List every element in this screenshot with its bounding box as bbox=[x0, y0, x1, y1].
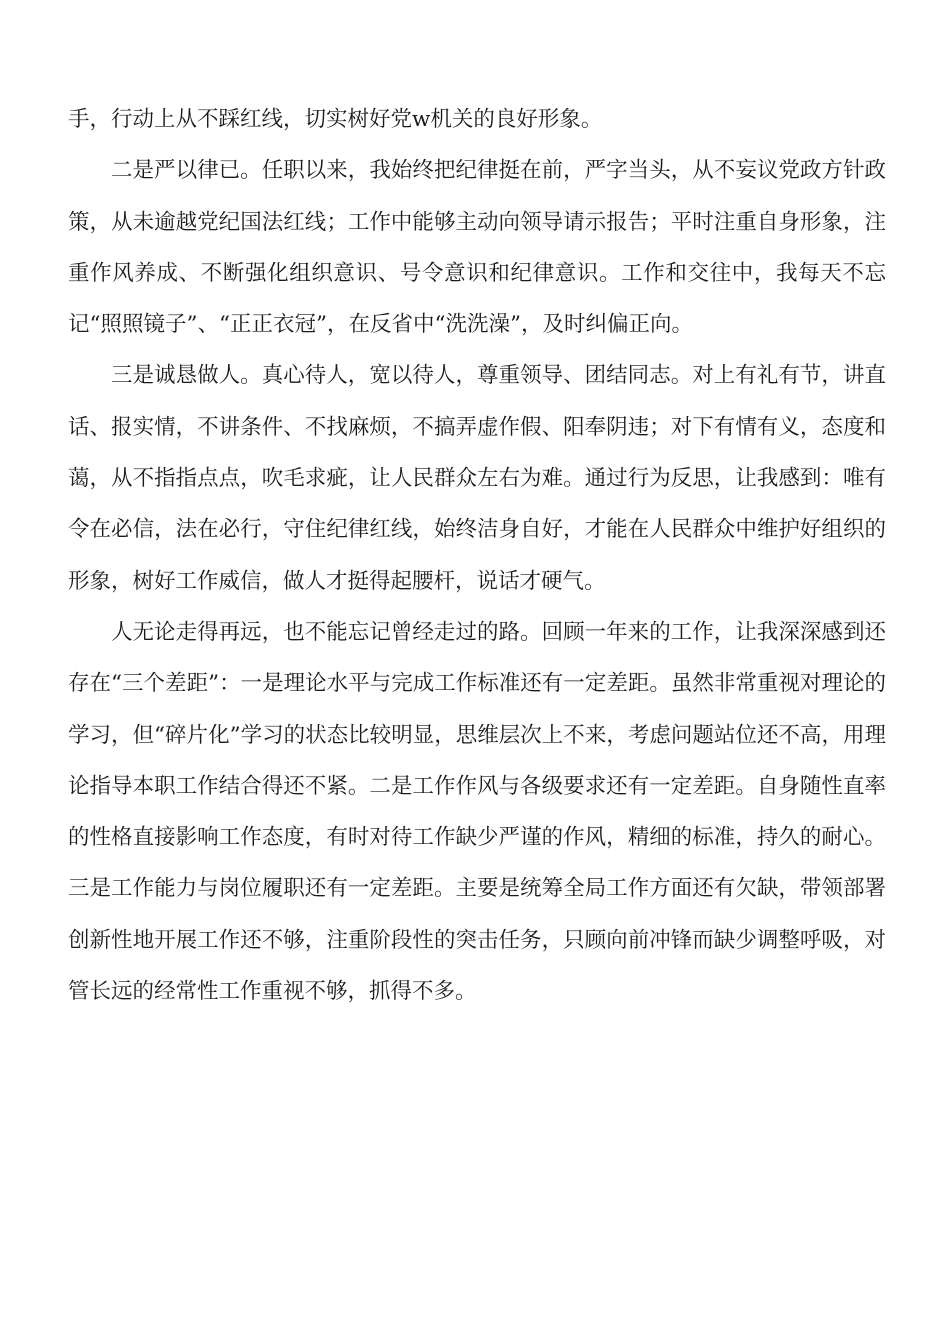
paragraph-continuation: 手，行动上从不踩红线，切实树好党w机关的良好形象。 bbox=[68, 107, 603, 132]
document-body bbox=[68, 94, 886, 1017]
paragraph-three-gaps: 人无论走得再远，也不能忘记曾经走过的路。回顾一年来的工作，让我深深感到还存在“三个差距”：一是理论水平与完成工作标准还有一定差距。虽然非常重视对理论的学习，但“碎片化”学习的状态比较明显，思维层次上不来，考虑问题站位还不高，用理论指导本职工作结合得还不紧。二是工作作风与各级要求还有一定差距。自身随性直率的性格直接影响工作态度，有时对待工作缺少严谨的作风，精细的标准，持久的耐心。三是工作能力与岗位履职还有一定差距。主要是统筹全局工作方面还有欠缺，带领部署创新性地开展工作还不够，注重阶段性的突击任务，只顾向前冲锋而缺少调整呼吸，对管长远的经常性工作重视不够，抓得不多。 bbox=[68, 619, 886, 1005]
paragraph-strict-discipline: 二是严以律已。任职以来，我始终把纪律挺在前，严字当头，从不妄议党政方针政策，从未逾越党纪国法红线；工作中能够主动向领导请示报告；平时注重自身形象，注重作风养成、不断强化组织意识、号令意识和纪律意识。工作和交往中，我每天不忘记“照照镜子”、“正正衣冠”，在反省中“洗洗澡”，及时纠偏正向。 bbox=[68, 158, 886, 338]
paragraph-sincere-conduct: 三是诚恳做人。真心待人，宽以待人，尊重领导、团结同志。对上有礼有节，讲直话、报实情，不讲条件、不找麻烦，不搞弄虚作假、阳奉阴违；对下有情有义，态度和蔼，从不指指点点，吹毛求疵，让人民群众左右为难。通过行为反思，让我感到：唯有令在必信，法在必行，守住纪律红线，始终洁身自好，才能在人民群众中维护好组织的形象，树好工作威信，做人才挺得起腰杆，说话才硬气。 bbox=[68, 363, 886, 594]
